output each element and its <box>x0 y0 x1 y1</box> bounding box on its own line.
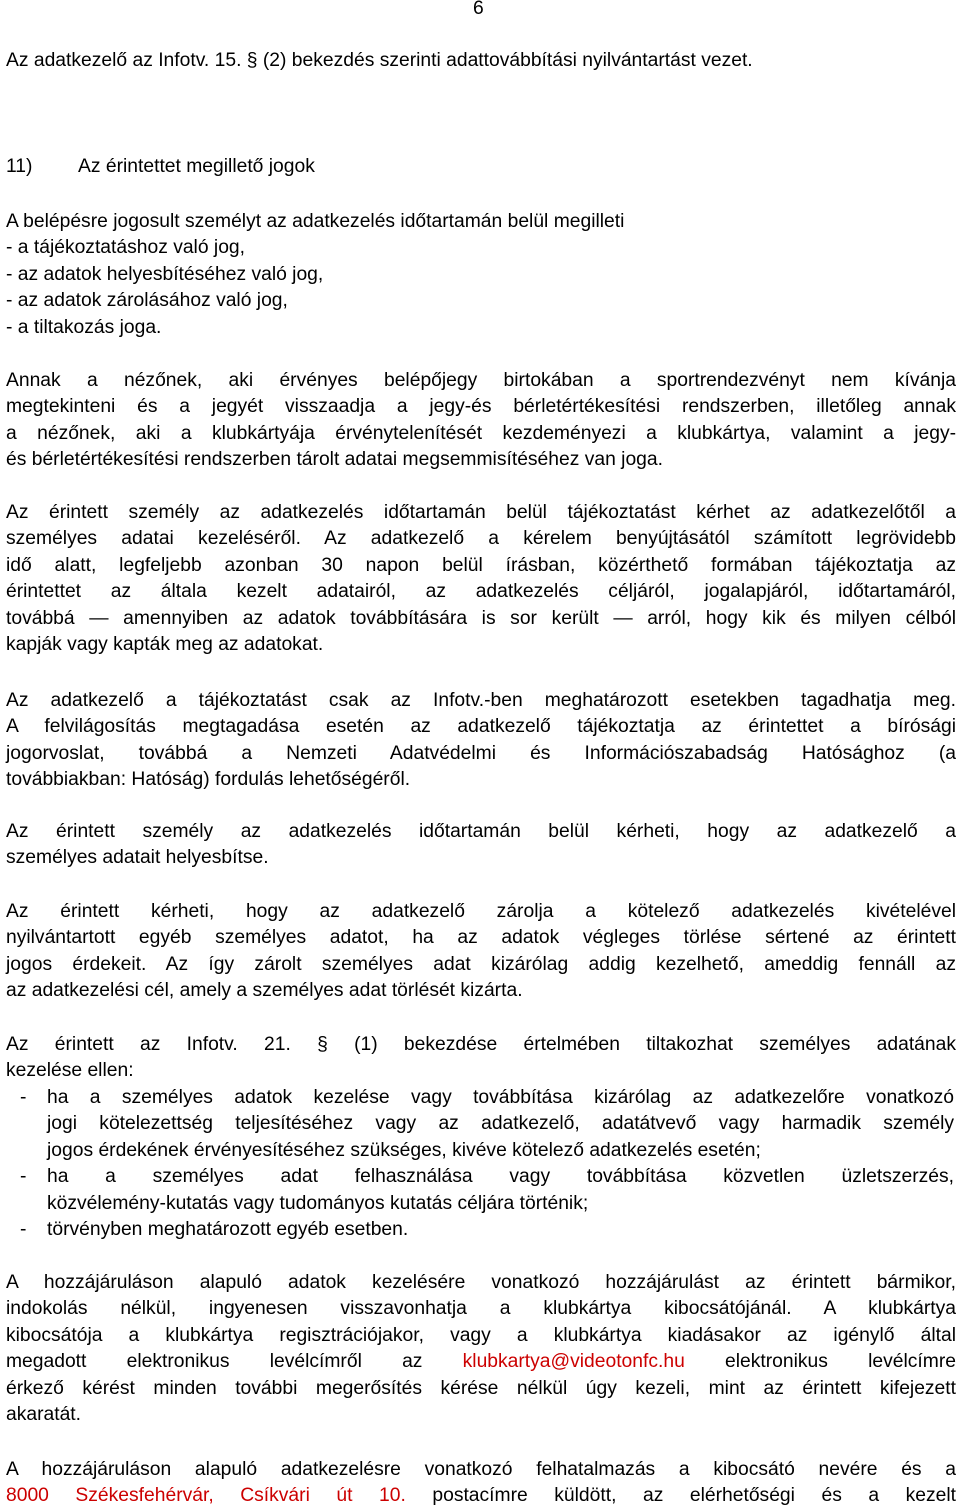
rights-item: - az adatok helyesbítéséhez való jog, <box>6 263 324 285</box>
text-line: kezelése ellen: <box>6 1060 134 1082</box>
text-line: A hozzájáruláson alapuló adatkezelésre vonatkozó felhatalmazás a kibocsátó nevére és a <box>6 1459 956 1480</box>
text-line: érintettet az általa kezelt adatairól, az adatkezelés céljáról, jogalapjáról, időtartamáról, <box>6 581 956 603</box>
rights-item: - az adatok zárolásához való jog, <box>6 290 288 312</box>
text-line: személyes adatai kezeléséről. Az adatkezelő a kérelem benyújtásától számított legrövidebb <box>6 528 956 550</box>
text-line: ha a személyes adatok kezelése vagy továbbítása kizárólag az adatkezelőre vonatkozó <box>47 1087 954 1108</box>
text-line: Az érintett kérheti, hogy az adatkezelő zárolja a kötelező adatkezelés kivételével <box>6 901 956 922</box>
email-link[interactable]: klubkartya@videotonfc.hu <box>462 1351 685 1373</box>
text-fragment: postacímre küldött, az elérhetőségi és a kezelt <box>405 1485 957 1507</box>
paragraph-authorization <box>6 1457 956 1510</box>
objection-list <box>6 1085 954 1243</box>
text-line: idő alatt, legfeljebb azonban 30 napon belül írásban, közérthető formában tájékoztatja az <box>6 554 956 576</box>
text-line <box>6 1349 956 1375</box>
text-line: az adatkezelési cél, amely a személyes adat törlését kizárta. <box>6 980 523 1002</box>
text-line: közvélemény-kutatás vagy tudományos kutatás céljára történik; <box>47 1192 589 1214</box>
text-fragment: elektronikus levélcímre <box>684 1351 956 1373</box>
section-number: 11) <box>6 156 33 177</box>
text-line: jogos érdekének érvényesítéséhez szükséges, kivéve kötelező adatkezelés esetén; <box>47 1139 761 1161</box>
list-dash: - <box>20 1166 27 1188</box>
text-line: akaratát. <box>6 1404 82 1426</box>
text-fragment: megadott elektronikus levélcímről az <box>6 1351 463 1373</box>
postal-address: 8000 Székesfehérvár, Csíkvári út 10. <box>6 1485 406 1507</box>
paragraph-rectification <box>6 819 956 872</box>
list-dash: - <box>20 1087 27 1108</box>
text-line: indokolás nélkül, ingyenesen visszavonhatja a klubkártya kibocsátójánál. A klubkártya <box>6 1298 956 1320</box>
text-line <box>6 1483 956 1509</box>
paragraph-registry: Az adatkezelő az Infotv. 15. § (2) bekezdés szerinti adattovábbítási nyilvántartást vezet. <box>6 50 753 71</box>
text-line: a nézőnek, aki a klubkártyája érvénytelenítését kezdeményezi a klubkártya, valamint a jegy- <box>6 422 956 444</box>
text-line: A felvilágosítás megtagadása esetén az adatkezelő tájékoztatja az érintettet a bírósági <box>6 716 956 738</box>
text-line: jogos érdekeit. Az így zárolt személyes adat kizárólag addig kezelhető, ameddig fennáll az <box>6 953 956 975</box>
rights-item: - a tájékoztatáshoz való jog, <box>6 237 246 259</box>
rights-item: - a tiltakozás joga. <box>6 316 162 338</box>
text-line: érkező kérést minden további megerősítés kérése nélkül úgy kezeli, mint az érintett kifejezett <box>6 1377 956 1399</box>
text-line: Annak a nézőnek, aki érvényes belépőjegy birtokában a sportrendezvényt nem kívánja <box>6 370 956 391</box>
text-line: ha a személyes adat felhasználása vagy továbbítása közvetlen üzletszerzés, <box>47 1166 954 1188</box>
list-item <box>6 1164 954 1217</box>
paragraph-blocking <box>6 899 956 1005</box>
text-line: Az érintett személy az adatkezelés időtartamán belül kérheti, hogy az adatkezelő a <box>6 821 956 842</box>
text-line: kibocsátója a klubkártya regisztrációjakor, vagy a klubkártya kiadásakor az igénylő által <box>6 1324 956 1346</box>
text-line: továbbá — amennyiben az adatok továbbítására is sor került — arról, hogy kik és milyen célból <box>6 607 956 629</box>
text-line: megtekinteni és a jegyét visszaadja a jegy-és bérletértékesítési rendszerben, illetőleg annak <box>6 396 956 418</box>
list-item <box>6 1217 954 1243</box>
rights-intro: A belépésre jogosult személyt az adatkezelés időtartamán belül megilleti <box>6 211 625 232</box>
text-line: és bérletértékesítési rendszerben tárolt adatai megsemmisítéséhez van joga. <box>6 449 663 471</box>
text-line: jogorvoslat, továbbá a Nemzeti Adatvédelmi és Információszabadság Hatósághoz (a <box>6 742 956 764</box>
text-line: A hozzájáruláson alapuló adatok kezelésére vonatkozó hozzájárulást az érintett bármikor, <box>6 1272 956 1293</box>
text-line: kapják vagy kapták meg az adatokat. <box>6 634 324 656</box>
section-title: Az érintettet megillető jogok <box>78 156 315 177</box>
paragraph-consent-withdrawal <box>6 1270 956 1428</box>
list-item <box>6 1085 954 1164</box>
text-line: személyes adatait helyesbítse. <box>6 847 269 869</box>
paragraph-information-request <box>6 500 956 658</box>
section-heading <box>6 154 315 180</box>
text-line: törvényben meghatározott egyéb esetben. <box>47 1219 409 1241</box>
paragraph-ticket-return <box>6 368 956 474</box>
text-line: Az érintett az Infotv. 21. § (1) bekezdése értelmében tiltakozhat személyes adatának <box>6 1034 956 1055</box>
list-dash: - <box>20 1219 27 1241</box>
paragraph-objection-intro <box>6 1032 956 1085</box>
text-line: jogi kötelezettség teljesítéséhez vagy az adatkezelő, adatátvevő vagy harmadik személy <box>47 1113 954 1135</box>
text-line: továbbiakban: Hatóság) fordulás lehetőségéről. <box>6 769 411 791</box>
paragraph-refusal <box>6 688 956 794</box>
page-number: 6 <box>473 0 484 19</box>
text-line: Az érintett személy az adatkezelés időtartamán belül tájékoztatást kérhet az adatkezelőtől a <box>6 502 956 523</box>
text-line: nyilvántartott egyéb személyes adatot, ha az adatok végleges törlése sértené az érintett <box>6 927 956 949</box>
rights-block <box>6 209 956 341</box>
text-line: Az adatkezelő a tájékoztatást csak az Infotv.-ben meghatározott esetekben tagadhatja meg. <box>6 690 956 711</box>
